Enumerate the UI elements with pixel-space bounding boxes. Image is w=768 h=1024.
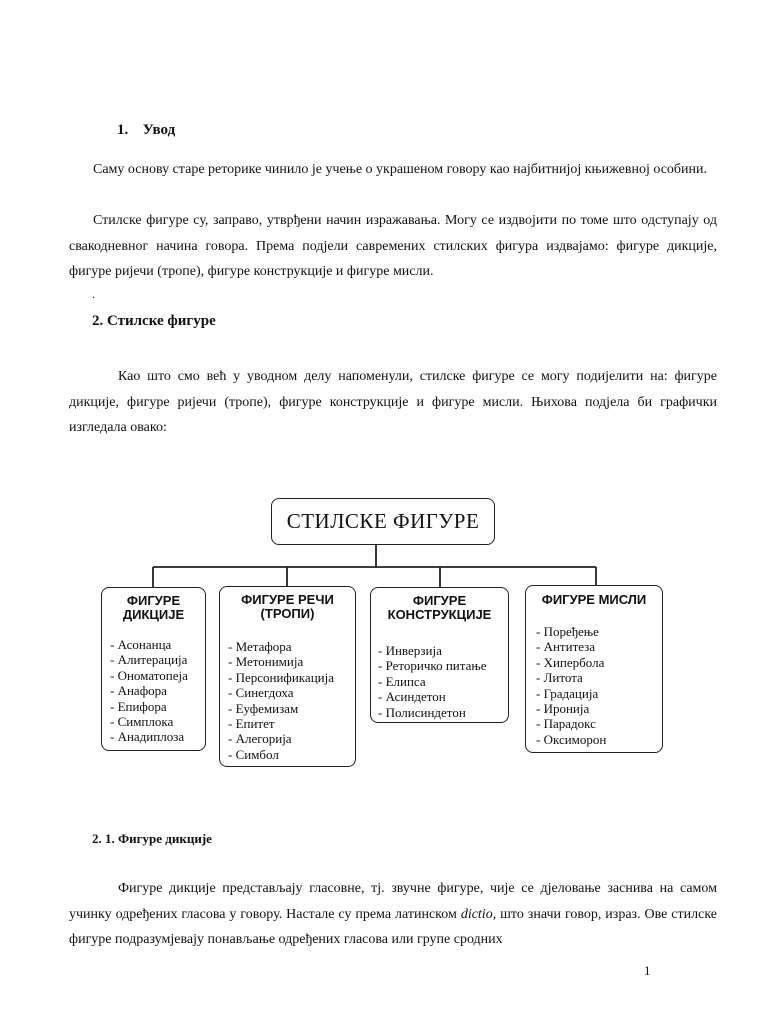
category-item: - Персонификација	[228, 669, 334, 685]
diction-paragraph	[69, 876, 717, 953]
category-title-line-2: ДИКЦИЈЕ	[122, 607, 185, 622]
category-item: - Еуфемизам	[228, 700, 299, 716]
category-title-line-1: ФИГУРЕ	[412, 593, 467, 608]
diction-paragraph-italic: dictio	[460, 906, 493, 922]
category-item: - Реторичко питање	[378, 658, 487, 674]
category-item: - Иронија	[536, 701, 590, 717]
section-title: Увод	[142, 122, 176, 138]
category-item: - Алитерација	[110, 652, 188, 668]
page-number: 1	[644, 963, 651, 978]
category-title-line-2: КОНСТРУКЦИЈЕ	[387, 607, 492, 622]
category-box-tropes	[219, 586, 356, 767]
category-item: - Метонимија	[228, 654, 304, 670]
category-item: - Асиндетон	[378, 689, 446, 705]
category-title-line-2: (ТРОПИ)	[260, 606, 315, 621]
figures-paragraph	[69, 364, 717, 441]
category-title	[102, 594, 205, 622]
category-item: - Метафора	[228, 639, 292, 654]
category-item: - Литота	[536, 670, 583, 686]
category-title	[220, 593, 355, 621]
intro-paragraph-2-text: Стилске фигуре су, заправо, утврђени начин изражавања. Могу се издвојити по томе што одступају од свакодневног начина говора. Према подјели савремених стилских фигура издвајамо: фигуре дикције, фигуре ријечи (тропе), фигуре конструкције и фигуре мисли.	[69, 213, 717, 279]
diction-paragraph-text-2: , што значи говор, израз. Ове стилске фигуре подразумјевају понављање одређених гласова или групе сродних	[69, 906, 717, 947]
diction-paragraph-text-1: Фигуре дикције представљају гласовне, тј. звучне фигуре, чије се дјеловање заснива на самом учинку одређених гласова у говору. Настале су према латинском	[69, 881, 717, 922]
category-item: - Анафора	[110, 683, 167, 699]
category-item: - Поређење	[536, 624, 599, 639]
category-title-line-1: ФИГУРЕ МИСЛИ	[541, 592, 647, 607]
category-item: - Симбол	[228, 746, 279, 762]
category-item: - Ономатопеја	[110, 667, 188, 683]
category-title	[371, 594, 508, 622]
category-items	[378, 643, 487, 720]
stray-dot: .	[92, 287, 95, 301]
category-box-construction	[370, 587, 509, 723]
category-item: - Епитет	[228, 716, 275, 732]
section-heading-diction: 2. 1. Фигуре дикције	[92, 831, 212, 846]
category-item: - Антитеза	[536, 639, 596, 655]
category-item: - Симплока	[110, 714, 174, 730]
category-box-thought	[525, 585, 663, 753]
figures-paragraph-text: Као што смо већ у уводном делу напоменули, стилске фигуре се могу подијелити на: фигуре дикције, фигуре ријечи (тропе), фигуре конструкције и фигуре мисли. Њихова подјела би графички изгледала овако:	[69, 369, 717, 435]
diagram-root-title: СТИЛСКЕ ФИГУРЕ	[286, 509, 480, 533]
category-item: - Епифора	[110, 698, 167, 714]
category-item: - Оксиморон	[536, 731, 607, 747]
category-item: - Парадокс	[536, 716, 596, 732]
category-item: - Полисиндетон	[378, 704, 466, 720]
section-heading-intro	[117, 122, 175, 139]
category-item: - Синегдоха	[228, 685, 294, 701]
category-box-diction	[101, 587, 206, 751]
category-item: - Градација	[536, 685, 599, 701]
category-item: - Инверзија	[378, 643, 442, 658]
category-title-line-1: ФИГУРЕ РЕЧИ	[241, 592, 334, 607]
category-items	[536, 624, 606, 747]
category-item: - Асонанца	[110, 637, 172, 652]
category-title	[526, 593, 662, 607]
intro-paragraph-1-text: Саму основу старе реторике чинило је учење о украшеном говору као најбитнијој књижевној особини.	[93, 162, 708, 177]
diagram-root-box	[271, 498, 495, 545]
intro-paragraph-1	[69, 157, 717, 183]
intro-paragraph-2	[69, 208, 717, 285]
section-heading-figures: 2. Стилске фигуре	[92, 313, 216, 329]
category-title-line-1: ФИГУРЕ	[126, 593, 181, 608]
category-items	[228, 639, 334, 762]
category-item: - Елипса	[378, 673, 426, 689]
category-item: - Хипербола	[536, 654, 605, 670]
section-number: 1.	[117, 122, 129, 138]
category-item: - Анадиплоза	[110, 729, 185, 745]
category-items	[110, 637, 188, 745]
category-item: - Алегорија	[228, 731, 292, 747]
